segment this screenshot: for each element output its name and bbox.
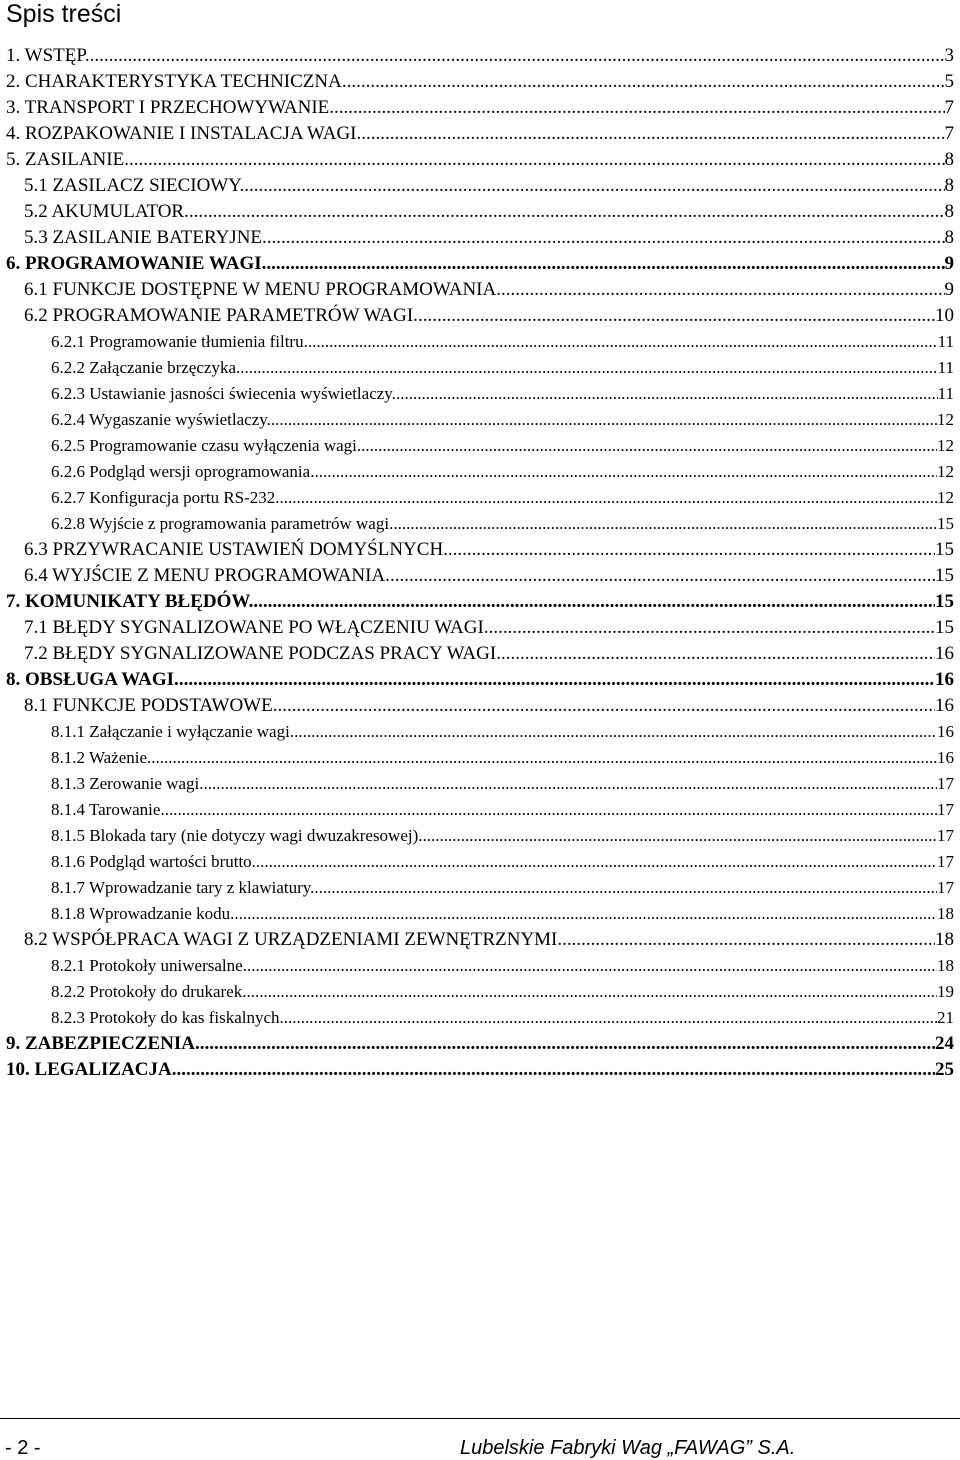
toc-entry[interactable]: 8.1.4 Tarowanie. ..... 17 bbox=[0, 797, 954, 823]
toc-entry[interactable]: 10. LEGALIZACJA. ..... 25 bbox=[0, 1057, 954, 1083]
toc-entry[interactable]: 1. WSTĘP. ..... 3 bbox=[0, 43, 954, 69]
toc-entry[interactable]: 6.4 WYJŚCIE Z MENU PROGRAMOWANIA. ..... 15 bbox=[0, 563, 954, 589]
toc-entry[interactable]: 6.2.1 Programowanie tłumienia filtru. ..... 11 bbox=[0, 329, 954, 355]
toc-entry[interactable]: 8.1.7 Wprowadzanie tary z klawiatury. ..... 17 bbox=[0, 875, 954, 901]
toc-entry[interactable]: 6.2.6 Podgląd wersji oprogramowania. ..... 12 bbox=[0, 459, 954, 485]
toc-entry[interactable]: 8.1.3 Zerowanie wagi. ..... 17 bbox=[0, 771, 954, 797]
toc-entry[interactable]: 7. KOMUNIKATY BŁĘDÓW. ..... 15 bbox=[0, 589, 954, 615]
toc-entry[interactable]: 5.2 AKUMULATOR. ..... 8 bbox=[0, 199, 954, 225]
toc-entry[interactable]: 6.2.8 Wyjście z programowania parametrów wagi. ..... 15 bbox=[0, 511, 954, 537]
toc-entry[interactable]: 6.2.2 Załączanie brzęczyka. ..... 11 bbox=[0, 355, 954, 381]
footer-divider bbox=[0, 1418, 960, 1419]
toc-entry[interactable]: 6.3 PRZYWRACANIE USTAWIEŃ DOMYŚLNYCH. ..... 15 bbox=[0, 537, 954, 563]
toc-entry[interactable]: 6.2 PROGRAMOWANIE PARAMETRÓW WAGI. ..... 10 bbox=[0, 303, 954, 329]
toc-entry[interactable]: 6.2.3 Ustawianie jasności świecenia wyświetlaczy. ..... 11 bbox=[0, 381, 954, 407]
toc-entry[interactable]: 8.1.5 Blokada tary (nie dotyczy wagi dwuzakresowej). ..... 17 bbox=[0, 823, 954, 849]
toc-entry[interactable]: 8.2 WSPÓŁPRACA WAGI Z URZĄDZENIAMI ZEWNĘTRZNYMI. ..... 18 bbox=[0, 927, 954, 953]
toc-entry[interactable]: 8. OBSŁUGA WAGI. ..... 16 bbox=[0, 667, 954, 693]
toc-entry[interactable]: 6.2.7 Konfiguracja portu RS-232. ..... 12 bbox=[0, 485, 954, 511]
toc-entry[interactable]: 8.1 FUNKCJE PODSTAWOWE. ..... 16 bbox=[0, 693, 954, 719]
toc-entry[interactable]: 6.2.5 Programowanie czasu wyłączenia wagi. ..... 12 bbox=[0, 433, 954, 459]
toc-entry[interactable]: 3. TRANSPORT I PRZECHOWYWANIE. ..... 7 bbox=[0, 95, 954, 121]
toc-entry[interactable]: 7.2 BŁĘDY SYGNALIZOWANE PODCZAS PRACY WAGI. ..... 16 bbox=[0, 641, 954, 667]
toc-entry[interactable]: 2. CHARAKTERYSTYKA TECHNICZNA. ..... 5 bbox=[0, 69, 954, 95]
toc-entry[interactable]: 8.1.1 Załączanie i wyłączanie wagi. ..... 16 bbox=[0, 719, 954, 745]
toc-entry[interactable]: 6. PROGRAMOWANIE WAGI. ..... 9 bbox=[0, 251, 954, 277]
toc-entry[interactable]: 7.1 BŁĘDY SYGNALIZOWANE PO WŁĄCZENIU WAGI. ..... 15 bbox=[0, 615, 954, 641]
toc-entry[interactable]: 8.2.3 Protokoły do kas fiskalnych. ..... 21 bbox=[0, 1005, 954, 1031]
toc-entry[interactable]: 8.2.2 Protokoły do drukarek. ..... 19 bbox=[0, 979, 954, 1005]
toc-entry[interactable]: 6.2.4 Wygaszanie wyświetlaczy. ..... 12 bbox=[0, 407, 954, 433]
toc-entry[interactable]: 8.1.2 Ważenie. ..... 16 bbox=[0, 745, 954, 771]
toc-entry[interactable]: 8.1.6 Podgląd wartości brutto. ..... 17 bbox=[0, 849, 954, 875]
toc-title: Spis treści bbox=[6, 0, 122, 28]
toc-entry[interactable]: 9. ZABEZPIECZENIA. ..... 24 bbox=[0, 1031, 954, 1057]
toc-entry[interactable]: 5.3 ZASILANIE BATERYJNE. ..... 8 bbox=[0, 225, 954, 251]
toc-entry[interactable]: 8.1.8 Wprowadzanie kodu. ..... 18 bbox=[0, 901, 954, 927]
toc-entry[interactable]: 5.1 ZASILACZ SIECIOWY. ..... 8 bbox=[0, 173, 954, 199]
toc-entry[interactable]: 6.1 FUNKCJE DOSTĘPNE W MENU PROGRAMOWANIA. ..... 9 bbox=[0, 277, 954, 303]
footer-company: Lubelskie Fabryki Wag „FAWAG” S.A. bbox=[460, 1437, 796, 1459]
toc-entry[interactable]: 8.2.1 Protokoły uniwersalne. ..... 18 bbox=[0, 953, 954, 979]
toc-entry[interactable]: 5. ZASILANIE. ..... 8 bbox=[0, 147, 954, 173]
toc-entry[interactable]: 4. ROZPAKOWANIE I INSTALACJA WAGI. ..... 7 bbox=[0, 121, 954, 147]
footer-page-number: - 2 - bbox=[5, 1437, 41, 1459]
